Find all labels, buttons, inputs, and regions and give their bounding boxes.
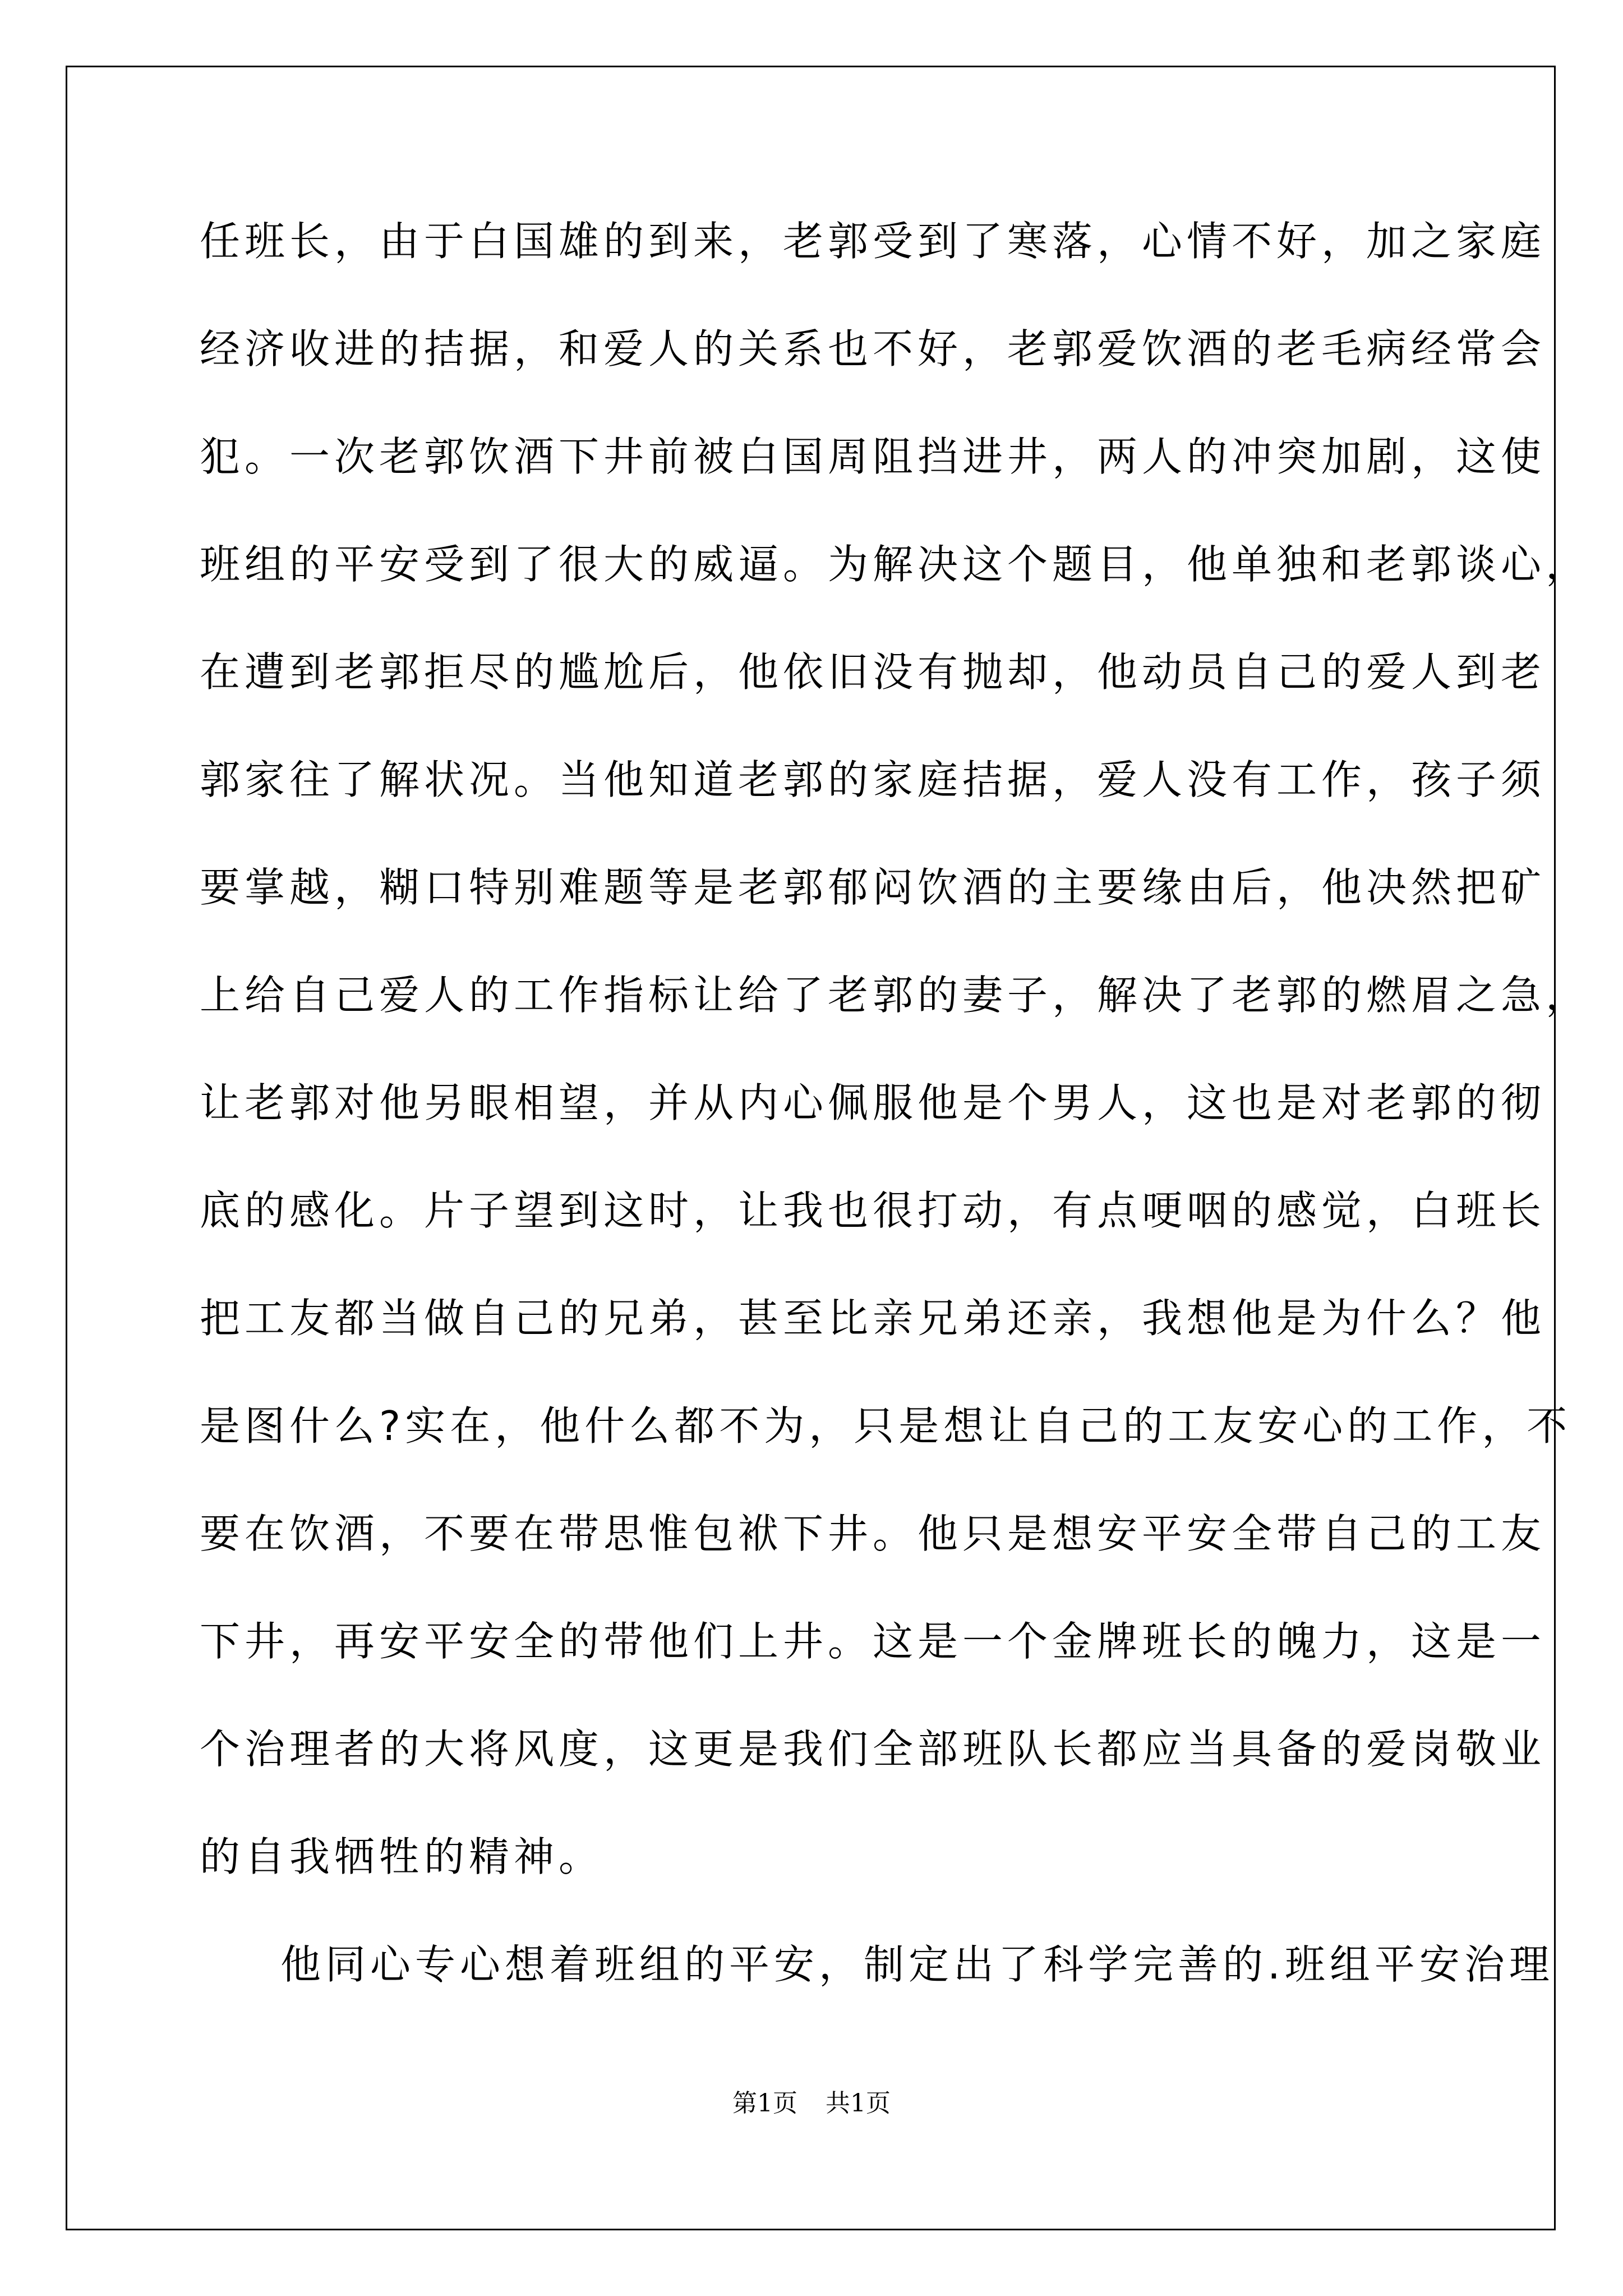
text-line: 郭家往了解状况。当他知道老郭的家庭拮据，爱人没有工作，孩子须 (200, 756, 1546, 803)
text-line: 底的感化。片子望到这时，让我也很打动，有点哽咽的感觉，白班长 (200, 1187, 1546, 1234)
page-number-current: 第1页 (732, 2089, 797, 2118)
text-line: 下井，再安平安全的带他们上井。这是一个金牌班长的魄力，这是一 (200, 1618, 1546, 1665)
text-line: 在遭到老郭拒尽的尴尬后，他依旧没有抛却，他动员自己的爱人到老 (200, 648, 1546, 696)
text-line: 是图什么?实在，他什么都不为，只是想让自己的工友安心的工作，不 (200, 1402, 1572, 1450)
text-line: 让老郭对他另眼相望，并从内心佩服他是个男人，这也是对老郭的彻 (200, 1079, 1546, 1126)
page-border (66, 66, 1556, 2230)
text-line: 经济收进的拮据，和爱人的关系也不好，老郭爱饮酒的老毛病经常会 (200, 325, 1546, 372)
text-line: 把工友都当做自己的兄弟，甚至比亲兄弟还亲，我想他是为什么？他 (200, 1295, 1546, 1342)
text-line: 的自我牺牲的精神。 (200, 1833, 604, 1880)
text-line: 犯。一次老郭饮酒下井前被白国周阻挡进井，两人的冲突加剧，这使 (200, 433, 1546, 480)
page-number-total: 共1页 (826, 2089, 891, 2118)
text-line: 班组的平安受到了很大的威逼。为解决这个题目，他单独和老郭谈心， (200, 541, 1591, 588)
text-line: 任班长，由于白国雄的到来，老郭受到了寒落，心情不好，加之家庭 (200, 218, 1546, 265)
text-line: 要掌越，糊口特别难题等是老郭郁闷饮酒的主要缘由后，他决然把矿 (200, 864, 1546, 911)
text-line: 上给自己爱人的工作指标让给了老郭的妻子，解决了老郭的燃眉之急， (200, 972, 1591, 1019)
text-line: 个治理者的大将风度，这更是我们全部班队长都应当具备的爱岗敬业 (200, 1726, 1546, 1773)
text-line: 要在饮酒，不要在带思惟包袱下井。他只是想安平安全带自己的工友 (200, 1510, 1546, 1557)
page-footer (0, 2087, 1623, 2120)
text-line-indented: 他同心专心想着班组的平安，制定出了科学完善的.班组平安治理 (280, 1941, 1554, 1988)
